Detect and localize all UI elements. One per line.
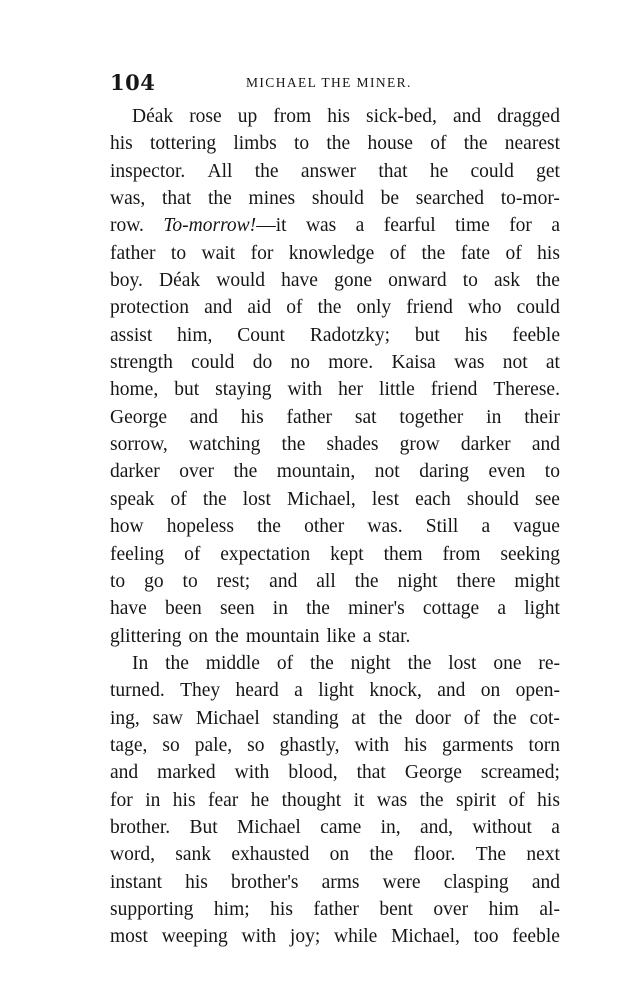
word: his <box>185 871 208 893</box>
word: go <box>144 570 164 592</box>
word: and <box>269 570 298 592</box>
word: exhausted <box>231 844 310 866</box>
word: his <box>537 242 560 264</box>
word: But <box>189 816 218 838</box>
word: in <box>486 406 502 428</box>
word: more. <box>328 352 374 374</box>
text-line <box>110 814 560 841</box>
word: would <box>216 270 266 292</box>
word: a <box>355 215 365 237</box>
word: brother's <box>231 871 299 893</box>
word: with <box>354 734 390 756</box>
word: of <box>389 242 407 264</box>
word: his <box>404 734 427 756</box>
word: the <box>233 461 258 483</box>
word: have <box>281 270 318 292</box>
word: feeling <box>110 543 165 565</box>
text-line <box>110 185 560 212</box>
text-line <box>110 322 560 349</box>
word: arms <box>321 871 360 893</box>
text-line <box>110 650 560 677</box>
word: the <box>257 516 281 538</box>
text-line <box>110 158 560 185</box>
word: of <box>170 488 187 510</box>
word: in <box>272 598 288 620</box>
word: pale, <box>194 734 233 756</box>
text-line <box>110 130 560 157</box>
word: screamed; <box>480 762 560 784</box>
text-line <box>110 568 560 595</box>
word: Still <box>425 516 459 538</box>
word: saw <box>152 707 183 729</box>
word: the <box>536 270 560 292</box>
word: together <box>399 406 464 428</box>
text-line <box>110 541 560 568</box>
word: that <box>161 188 192 210</box>
word: aid <box>247 297 272 319</box>
word: Michael <box>236 816 301 838</box>
word: marked <box>157 762 216 784</box>
word: him; <box>213 898 250 920</box>
word: speak <box>110 488 155 510</box>
word: was, <box>110 188 146 210</box>
text-line <box>110 595 560 622</box>
word: have <box>110 598 147 620</box>
word: he <box>250 789 270 811</box>
word: standing <box>272 707 339 729</box>
word: bent <box>379 898 413 920</box>
word: came <box>320 816 362 838</box>
word: fear <box>208 789 239 811</box>
word: who <box>467 297 502 319</box>
word: was. <box>367 516 403 538</box>
word: get <box>536 160 560 182</box>
word: other <box>304 516 345 538</box>
word: do <box>252 352 273 374</box>
word: clasping <box>443 871 509 893</box>
word: been <box>164 598 202 620</box>
word: night <box>397 570 438 592</box>
word: sick-bed, <box>365 106 437 127</box>
word: for <box>250 242 274 264</box>
word: darker <box>110 461 160 483</box>
word: to <box>182 570 198 592</box>
word: and <box>437 680 466 702</box>
word: father <box>110 242 156 264</box>
word: of <box>505 242 522 264</box>
word: to <box>170 242 187 264</box>
word: he <box>429 160 449 182</box>
word: Radotzky; <box>309 324 390 346</box>
word: sat <box>354 406 377 428</box>
word: the <box>407 652 432 674</box>
word: daring <box>419 461 470 483</box>
word: so <box>162 734 180 756</box>
text-line <box>110 787 560 814</box>
word: him <box>488 898 519 920</box>
word: dragged <box>497 106 560 127</box>
text-line <box>110 923 560 950</box>
word: the <box>419 789 444 811</box>
word: They <box>180 680 221 702</box>
word: could <box>516 297 560 319</box>
word: no <box>290 352 310 374</box>
word: of <box>508 789 525 811</box>
word: father <box>286 406 333 428</box>
word: kept <box>330 543 364 565</box>
word: even <box>488 461 526 483</box>
word: his <box>172 789 196 811</box>
word: George <box>110 406 168 428</box>
word: a <box>551 816 560 838</box>
word: a <box>481 516 491 538</box>
word: friend <box>406 297 453 319</box>
word: at <box>351 707 366 729</box>
word: not <box>374 461 400 483</box>
word: The <box>475 844 507 866</box>
running-head <box>110 70 560 98</box>
word: seeking <box>500 543 560 565</box>
word: instant <box>110 871 162 893</box>
word: al- <box>539 898 560 920</box>
word: to <box>110 570 126 592</box>
word: most <box>110 926 148 948</box>
word: wait <box>201 242 236 264</box>
word: feeble <box>512 324 560 346</box>
word: the <box>254 160 279 182</box>
word: over <box>433 898 469 920</box>
word: light <box>318 680 354 702</box>
text-line <box>110 404 560 431</box>
word: to-mor- <box>500 188 560 210</box>
word: lost <box>242 488 271 510</box>
word: and <box>189 406 219 428</box>
text-line <box>110 240 560 267</box>
word: night <box>350 652 391 674</box>
word: the <box>309 652 334 674</box>
word: were <box>382 871 421 893</box>
word: heard <box>235 680 279 702</box>
word: with <box>241 926 277 948</box>
word: to <box>462 270 478 292</box>
text-line <box>110 486 560 513</box>
text-line <box>110 349 560 376</box>
word: his <box>464 324 488 346</box>
word: onward <box>388 270 447 292</box>
word: joy; <box>289 926 321 948</box>
text-line <box>110 841 560 868</box>
word: and <box>204 297 233 319</box>
word: boy. <box>110 270 143 292</box>
word: of <box>276 652 294 674</box>
word: thought <box>281 789 342 811</box>
word-group <box>163 212 286 239</box>
word: with <box>287 379 323 401</box>
word: knowledge <box>288 242 375 264</box>
word: to <box>293 133 310 155</box>
text-line <box>110 732 560 759</box>
word: cot- <box>529 707 560 729</box>
word: a <box>294 680 303 702</box>
word: To-morrow! <box>163 215 257 237</box>
word: might <box>514 570 560 592</box>
word: Michael <box>195 707 260 729</box>
word: without <box>472 816 532 838</box>
word: the <box>492 707 517 729</box>
word: the <box>306 598 330 620</box>
word: there <box>456 570 496 592</box>
running-title: MICHAEL THE MINER. <box>246 75 412 90</box>
word: Déak <box>132 106 174 127</box>
word: brother. <box>110 816 171 838</box>
word: row. <box>110 215 144 237</box>
word: the <box>207 188 232 210</box>
word: all <box>316 570 336 592</box>
word: In <box>132 652 149 674</box>
word: and <box>531 871 560 893</box>
word: Therese. <box>493 379 560 401</box>
word: open- <box>515 680 560 702</box>
word: hopeless <box>166 516 234 538</box>
word: ghastly, <box>279 734 340 756</box>
word: his <box>240 406 264 428</box>
text-line <box>110 376 560 403</box>
word: while <box>334 926 378 948</box>
word: was <box>305 215 337 237</box>
word: in, <box>380 816 401 838</box>
word: staying <box>215 379 272 401</box>
word: him, <box>177 324 213 346</box>
word: tage, <box>110 734 148 756</box>
word: over <box>179 461 214 483</box>
word: on <box>188 625 208 647</box>
word: shades <box>326 434 379 456</box>
word: gone <box>334 270 372 292</box>
word: could <box>191 352 235 374</box>
word: limbs <box>233 133 277 155</box>
word: of <box>430 133 447 155</box>
word: from <box>273 106 312 127</box>
word: watching <box>188 434 261 456</box>
text-line <box>110 458 560 485</box>
word: Michael, <box>287 488 356 510</box>
text-line <box>110 869 560 896</box>
word: and, <box>420 816 454 838</box>
word: tottering <box>150 133 217 155</box>
word: home, <box>110 379 159 401</box>
word: but <box>414 324 440 346</box>
word: his <box>270 898 293 920</box>
word: Michael, <box>391 926 460 948</box>
word: the <box>369 844 394 866</box>
word: on <box>480 680 501 702</box>
word: of <box>184 543 201 565</box>
word: to <box>544 461 560 483</box>
text-line <box>110 705 560 732</box>
word: assist <box>110 324 153 346</box>
word: at <box>545 352 560 374</box>
word: seen <box>219 598 255 620</box>
word: time <box>455 215 490 237</box>
text-line <box>110 896 560 923</box>
word: the <box>463 133 488 155</box>
word: was <box>376 789 408 811</box>
word: up <box>237 106 258 127</box>
word: see <box>535 488 560 510</box>
word: of <box>463 707 481 729</box>
word: ing, <box>110 707 140 729</box>
word: a <box>497 598 507 620</box>
text-line <box>110 513 560 540</box>
word: but <box>174 379 200 401</box>
word: knock, <box>369 680 422 702</box>
word: All <box>207 160 233 182</box>
text-line <box>110 431 560 458</box>
word: torn <box>528 734 560 756</box>
word: answer <box>300 160 357 182</box>
word: star. <box>378 625 411 647</box>
word: glittering <box>110 625 182 647</box>
word: —it <box>256 215 287 237</box>
word: Kaisa <box>391 352 436 374</box>
word: the <box>421 242 446 264</box>
word: his <box>537 789 560 811</box>
word: strength <box>110 352 173 374</box>
text-line <box>110 623 560 650</box>
word: not <box>502 352 528 374</box>
word: door <box>415 707 451 729</box>
word: rose <box>189 106 222 127</box>
word: the <box>378 707 403 729</box>
word: that <box>356 762 386 784</box>
word: was <box>454 352 485 374</box>
word: could <box>470 160 514 182</box>
word: a <box>551 215 560 237</box>
word: should <box>311 188 364 210</box>
word: his <box>110 133 133 155</box>
word: blood, <box>288 762 338 784</box>
word: only <box>356 297 392 319</box>
word: inspector. <box>110 160 186 182</box>
word: fearful <box>383 215 436 237</box>
word: expectation <box>220 543 311 565</box>
word: mines <box>248 188 296 210</box>
word: a <box>362 625 372 647</box>
word: lest <box>371 488 399 510</box>
word: one <box>493 652 522 674</box>
word: too <box>473 926 499 948</box>
text-line <box>110 103 560 130</box>
word: and <box>110 762 139 784</box>
word: be <box>380 188 400 210</box>
word: next <box>526 844 560 866</box>
word: vague <box>513 516 560 538</box>
word: darker <box>460 434 511 456</box>
word: for <box>509 215 532 237</box>
word: feeble <box>512 926 560 948</box>
word: middle <box>205 652 260 674</box>
word: sorrow, <box>110 434 168 456</box>
body-text <box>110 103 560 951</box>
word: George <box>404 762 462 784</box>
word: little <box>379 379 415 401</box>
word: the <box>281 434 306 456</box>
text-line <box>110 212 560 239</box>
word: fate <box>460 242 491 264</box>
word: it <box>353 789 365 811</box>
word: searched <box>415 188 484 210</box>
word: mountain <box>245 625 320 647</box>
word: turned. <box>110 680 165 702</box>
page-number: 104 <box>110 70 156 95</box>
word: her <box>338 379 364 401</box>
word: on <box>329 844 350 866</box>
word: the <box>317 297 342 319</box>
word: their <box>524 406 560 428</box>
word: the <box>202 488 227 510</box>
word: and <box>452 106 482 127</box>
word: in <box>145 789 161 811</box>
word: from <box>442 543 481 565</box>
word: the <box>326 133 351 155</box>
word: friend <box>430 379 478 401</box>
word: spirit <box>455 789 497 811</box>
word: re- <box>538 652 560 674</box>
word: protection <box>110 297 190 319</box>
word: floor. <box>413 844 456 866</box>
word: that <box>378 160 408 182</box>
word: nearest <box>504 133 560 155</box>
text-line <box>110 759 560 786</box>
word: them <box>383 543 423 565</box>
text-line <box>110 267 560 294</box>
word: supporting <box>110 898 194 920</box>
text-line <box>110 294 560 321</box>
word: mountain, <box>276 461 356 483</box>
word: miner's <box>348 598 405 620</box>
word: weeping <box>161 926 228 948</box>
word: garments <box>442 734 514 756</box>
word: should <box>466 488 519 510</box>
word: house <box>367 133 413 155</box>
word: the <box>354 570 379 592</box>
word: the <box>165 652 189 674</box>
word: word, <box>110 844 155 866</box>
word: his <box>327 106 350 127</box>
word: each <box>415 488 451 510</box>
word: of <box>286 297 303 319</box>
word: grow <box>399 434 440 456</box>
word: so <box>247 734 265 756</box>
word: how <box>110 516 144 538</box>
word: lost <box>448 652 477 674</box>
word: the <box>215 625 239 647</box>
word: father <box>313 898 359 920</box>
word: with <box>234 762 270 784</box>
word: cottage <box>422 598 480 620</box>
text-line <box>110 677 560 704</box>
word: and <box>531 434 560 456</box>
word: sank <box>175 844 212 866</box>
word: ask <box>494 270 521 292</box>
word: light <box>524 598 560 620</box>
word: rest; <box>216 570 251 592</box>
word: Count <box>237 324 285 346</box>
word: for <box>110 789 133 811</box>
word: Déak <box>158 270 201 292</box>
word: like <box>326 625 356 647</box>
